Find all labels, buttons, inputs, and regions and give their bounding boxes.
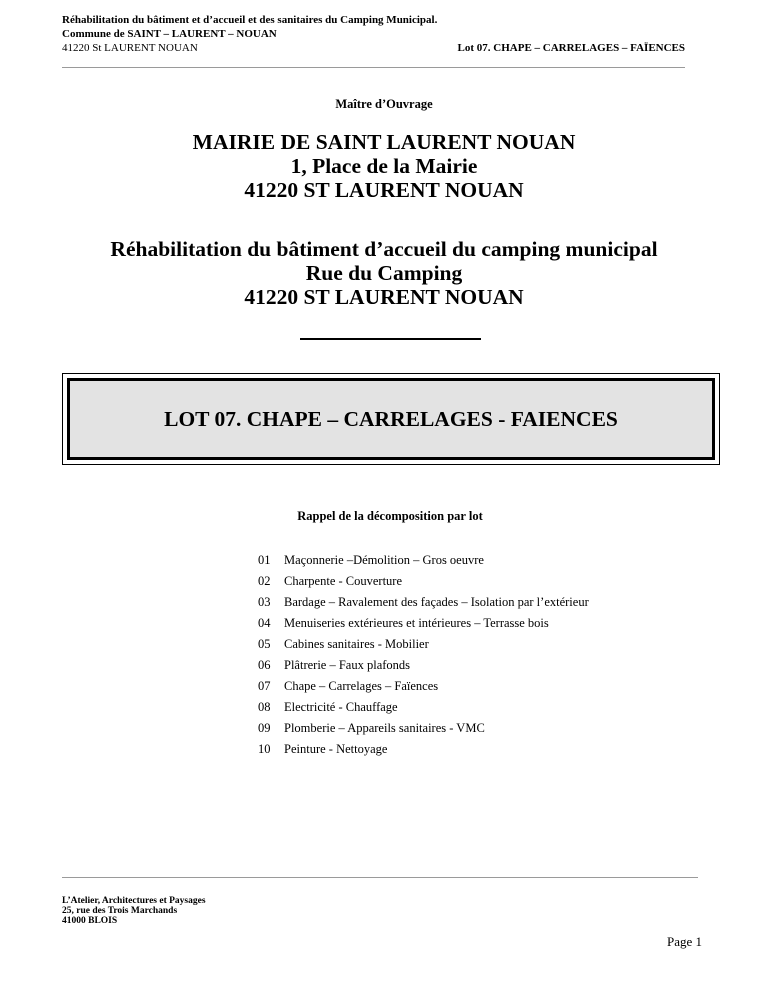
maitre-ouvrage-name: MAIRIE DE SAINT LAURENT NOUAN	[192, 130, 576, 154]
lot-number: 02	[258, 574, 271, 588]
lot-label: Maçonnerie –Démolition – Gros oeuvre	[284, 553, 484, 567]
header-lot-reference: Lot 07. CHAPE – CARRELAGES – FAÏENCES	[457, 42, 685, 54]
recap-title: Rappel de la décomposition par lot	[297, 509, 483, 523]
lot-label: Plomberie – Appareils sanitaires - VMC	[284, 721, 485, 735]
list-item	[258, 634, 589, 655]
lot-banner-title: LOT 07. CHAPE – CARRELAGES - FAIENCES	[164, 406, 618, 431]
maitre-ouvrage-city: 41220 ST LAURENT NOUAN	[244, 178, 524, 202]
lot-number: 07	[258, 679, 271, 693]
footer-divider	[62, 877, 698, 878]
maitre-ouvrage-address: 1, Place de la Mairie	[290, 154, 478, 178]
lot-number: 10	[258, 742, 271, 756]
project-street: Rue du Camping	[305, 261, 463, 285]
lot-label: Peinture - Nettoyage	[284, 742, 388, 756]
lot-number: 06	[258, 658, 271, 672]
page-number: Page 1	[666, 934, 702, 949]
footer-architect-name: L’Atelier, Architectures et Paysages	[62, 896, 206, 906]
footer-architect-city: 41000 BLOIS	[62, 916, 118, 926]
project-city: 41220 ST LAURENT NOUAN	[244, 285, 524, 309]
section-separator	[300, 338, 481, 340]
lot-label: Charpente - Couverture	[284, 574, 403, 588]
header-project-line: Réhabilitation du bâtiment et d’accueil et des sanitaires du Camping Municipal.	[62, 14, 438, 26]
lot-number: 01	[258, 553, 271, 567]
header-commune-line: Commune de SAINT – LAURENT – NOUAN	[62, 28, 277, 40]
list-item	[258, 676, 589, 697]
lot-label: Plâtrerie – Faux plafonds	[284, 658, 411, 672]
lot-label: Cabines sanitaires - Mobilier	[284, 637, 429, 651]
lot-label: Electricité - Chauffage	[284, 700, 398, 714]
lot-label: Menuiseries extérieures et intérieures – Terrasse bois	[284, 616, 549, 630]
lot-number: 05	[258, 637, 271, 651]
list-item	[258, 613, 589, 634]
list-item	[258, 697, 589, 718]
list-item	[258, 592, 589, 613]
lot-number: 08	[258, 700, 271, 714]
list-item	[258, 571, 589, 592]
lot-banner-inner	[67, 378, 715, 460]
list-item	[258, 739, 589, 760]
lot-list	[258, 550, 589, 760]
maitre-ouvrage-label: Maître d’Ouvrage	[335, 97, 433, 111]
lot-number: 03	[258, 595, 271, 609]
header-divider	[62, 67, 685, 68]
lot-number: 04	[258, 616, 271, 630]
header-city-line: 41220 St LAURENT NOUAN	[62, 42, 198, 54]
lot-number: 09	[258, 721, 271, 735]
list-item	[258, 718, 589, 739]
lot-banner	[62, 373, 720, 465]
list-item	[258, 550, 589, 571]
footer-architect-street: 25, rue des Trois Marchands	[62, 906, 178, 916]
lot-label: Chape – Carrelages – Faïences	[284, 679, 439, 693]
lot-label: Bardage – Ravalement des façades – Isolation par l’extérieur	[284, 595, 589, 609]
project-title: Réhabilitation du bâtiment d’accueil du camping municipal	[110, 237, 658, 261]
list-item	[258, 655, 589, 676]
